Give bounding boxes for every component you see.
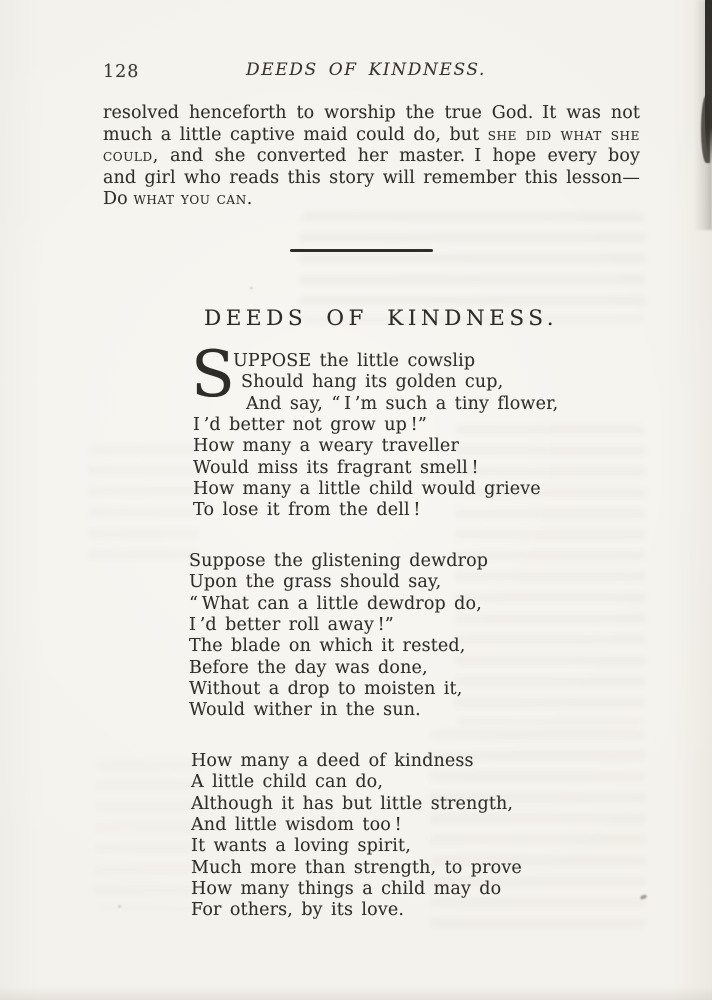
page-edge-dark-strip bbox=[701, 95, 710, 163]
poem-stanza-3 bbox=[191, 751, 522, 922]
poem-line: How many things a child may do bbox=[191, 879, 502, 900]
prose-line bbox=[103, 125, 640, 147]
prose-text: much a little captive maid could do, but bbox=[103, 124, 488, 145]
page-number: 128 bbox=[103, 62, 140, 82]
poem-line: Without a drop to moisten it, bbox=[189, 679, 463, 700]
poem-line: Should hang its golden cup, bbox=[241, 372, 504, 393]
poem-line: Would miss its fragrant smell ! bbox=[193, 457, 479, 478]
small-caps-text: could, bbox=[103, 146, 159, 166]
prose-line bbox=[103, 168, 640, 190]
prose-line bbox=[103, 146, 640, 168]
prose-line bbox=[103, 189, 640, 211]
poem-line: Much more than strength, to prove bbox=[191, 857, 522, 878]
poem-line: A little child can do, bbox=[191, 772, 384, 793]
small-caps-text: what you can. bbox=[133, 189, 253, 209]
prose-text: Do bbox=[103, 189, 134, 209]
drop-cap-letter: S bbox=[191, 338, 235, 412]
prose-text: resolved henceforth to worship the true God. It was not bbox=[103, 103, 640, 123]
poem-line: It wants a loving spirit, bbox=[191, 836, 411, 857]
poem-line: “ What can a little dewdrop do, bbox=[189, 593, 482, 614]
poem-stanza-2 bbox=[189, 551, 488, 722]
page-bottom-shading bbox=[0, 986, 712, 1000]
prose-line bbox=[103, 103, 640, 125]
section-title: DEEDS OF KINDNESS. bbox=[203, 306, 559, 331]
poem-line: And say, “ I ’m such a tiny flower, bbox=[246, 393, 559, 414]
poem-line: UPPOSE the little cowslip bbox=[233, 351, 476, 371]
page-showthrough bbox=[88, 445, 198, 565]
poem-line: Although it has but little strength, bbox=[191, 793, 514, 814]
poem-stanza-1 bbox=[191, 338, 559, 522]
poem-line: Before the day was done, bbox=[189, 657, 428, 678]
poem-line: I ’d better not grow up !” bbox=[193, 415, 427, 436]
small-caps-text: she did what she bbox=[487, 124, 640, 145]
poem-line: Suppose the glistening dewdrop bbox=[189, 551, 489, 571]
poem-line: To lose it from the dell ! bbox=[193, 500, 421, 521]
poem-line: How many a deed of kindness bbox=[191, 751, 474, 771]
scan-speck bbox=[250, 287, 253, 289]
poem-line: How many a weary traveller bbox=[193, 436, 459, 457]
poem-line: Upon the grass should say, bbox=[189, 572, 442, 593]
poem-line: I ’d better roll away !” bbox=[189, 615, 394, 636]
poem-line: And little wisdom too ! bbox=[191, 815, 402, 836]
poem-line: Would wither in the sun. bbox=[189, 700, 421, 721]
section-divider-rule bbox=[290, 249, 433, 252]
poem-line: The blade on which it rested, bbox=[189, 636, 466, 657]
prose-text: and she converted her master. I hope every boy bbox=[158, 146, 640, 166]
prose-text: and girl who reads this story will remember this lesson— bbox=[103, 167, 640, 188]
poem-line: How many a little child would grieve bbox=[193, 479, 541, 500]
page-showthrough bbox=[95, 760, 205, 910]
poem-line: For others, by its love. bbox=[191, 900, 405, 921]
intro-paragraph bbox=[103, 103, 640, 211]
running-header: DEEDS OF KINDNESS. bbox=[245, 60, 487, 80]
scan-speck bbox=[118, 905, 121, 908]
